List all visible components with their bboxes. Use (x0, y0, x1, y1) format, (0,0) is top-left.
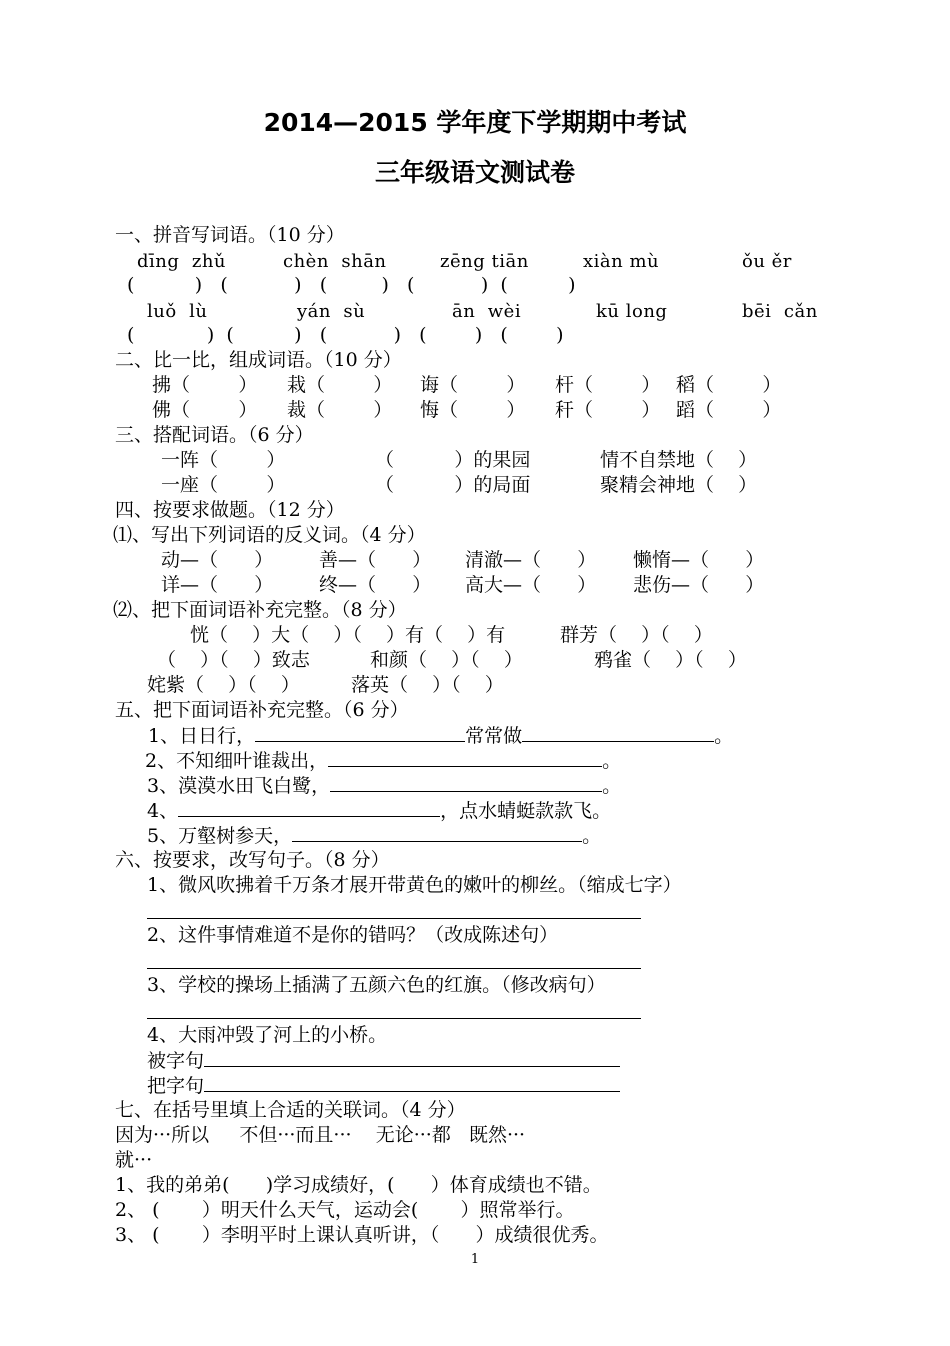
rewrite-3-prompt: 3、学校的操场上插满了五颜六色的红旗。（修改病句） (147, 974, 606, 996)
pinyin-1-1: dīng zhǔ (137, 251, 227, 272)
poem-line-5 (147, 823, 601, 849)
section2-heading: 二、比一比，组成词语。（10 分） (115, 349, 402, 371)
poem-4-prefix: 4、 (147, 800, 179, 822)
poem-1-middle: 常常做 (465, 725, 523, 747)
compare-1-5[interactable]: 稻（ ） (676, 374, 782, 396)
compare-1-4[interactable]: 杆（ ） (555, 374, 661, 396)
match-1-2[interactable]: （ ）的果园 (375, 449, 531, 471)
poem-line-4 (147, 798, 611, 824)
pinyin-2-1: luǒ lù (147, 301, 208, 322)
poem-3-end: 。 (602, 775, 622, 797)
page-number: 1 (470, 1252, 480, 1267)
bei-answer-line[interactable] (204, 1048, 620, 1067)
match-1-3[interactable]: 情不自禁地（ ） (600, 449, 758, 471)
idiom-1a[interactable]: 恍（ ）大（ ）（ ）有（ ）有 (190, 624, 506, 646)
pinyin-2-2: yán sù (297, 301, 366, 322)
poem-1-prefix: 1、日日行， (148, 725, 256, 747)
poem-5-end: 。 (582, 825, 602, 847)
pinyin-answer-row1[interactable]: ( ) ( ) ( ) ( ) ( ) (127, 274, 576, 296)
rewrite-1-prompt: 1、微风吹拂着千万条才展开带黄色的嫩叶的柳丝。（缩成七字） (147, 874, 682, 896)
rewrite-2-answer-line[interactable] (147, 968, 641, 969)
antonym-1-3[interactable]: 清澈—（ ） (465, 549, 597, 571)
poem-2-prefix: 2、不知细叶谁裁出， (145, 750, 329, 772)
rewrite-4-prompt: 4、大雨冲毁了河上的小桥。 (147, 1024, 388, 1046)
poem-4-blank[interactable] (178, 798, 440, 817)
poem-1-end: 。 (714, 725, 734, 747)
antonym-2-4[interactable]: 悲伤—（ ） (633, 574, 765, 596)
conjunction-item-1[interactable]: 1、我的弟弟( )学习成绩好，( ）体育成绩也不错。 (115, 1174, 602, 1196)
poem-line-1 (148, 723, 733, 749)
pinyin-2-4: kū long (596, 301, 668, 322)
match-2-1[interactable]: 一座（ ） (161, 474, 286, 496)
rewrite-2-prompt: 2、这件事情难道不是你的错吗？（改成陈述句） (147, 924, 559, 946)
section7-heading: 七、在括号里填上合适的关联词。（4 分） (115, 1099, 466, 1121)
compare-2-5[interactable]: 蹈（ ） (676, 399, 782, 421)
conjunction-options-cont: 就··· (115, 1149, 153, 1171)
poem-3-prefix: 3、漠漠水田飞白鹭， (147, 775, 331, 797)
ba-sentence (147, 1073, 620, 1099)
compare-1-2[interactable]: 栽（ ） (287, 374, 393, 396)
poem-4-end: ，点水蜻蜓款款飞。 (440, 800, 612, 822)
idiom-3a[interactable]: 姹紫（ ）（ ） (147, 674, 300, 696)
conjunction-item-2[interactable]: 2、 ( ）明天什么天气，运动会( ）照常举行。 (115, 1199, 575, 1221)
idiom-2a[interactable]: （ ）（ ）致志 (157, 649, 310, 671)
rewrite-1-answer-line[interactable] (147, 918, 641, 919)
idiom-3b[interactable]: 落英（ ）（ ） (351, 674, 504, 696)
poem-2-end: 。 (602, 750, 622, 772)
antonym-1-2[interactable]: 善—（ ） (319, 549, 432, 571)
conjunction-item-3[interactable]: 3、 ( ）李明平时上课认真听讲，（ ）成绩很优秀。 (115, 1224, 609, 1246)
idiom-2c[interactable]: 鸦雀（ ）（ ） (594, 649, 747, 671)
match-2-2[interactable]: （ ）的局面 (375, 474, 531, 496)
poem-1-blank-b[interactable] (522, 723, 714, 742)
compare-2-1[interactable]: 佛（ ） (152, 399, 258, 421)
section3-heading: 三、搭配词语。（6 分） (115, 424, 314, 446)
section5-heading: 五、把下面词语补充完整。（6 分） (115, 699, 409, 721)
exam-subtitle: 三年级语文测试卷 (374, 158, 575, 187)
antonym-2-2[interactable]: 终—（ ） (319, 574, 432, 596)
pinyin-2-3: ān wèi (452, 301, 522, 322)
conjunction-options: 因为···所以 不但···而且··· 无论···都 既然··· (115, 1124, 526, 1146)
pinyin-1-2: chèn shān (283, 251, 387, 272)
pinyin-1-3: zēng tiān (440, 251, 529, 272)
antonym-2-3[interactable]: 高大—（ ） (465, 574, 597, 596)
antonym-1-1[interactable]: 动—（ ） (161, 549, 274, 571)
poem-5-blank[interactable] (292, 823, 582, 842)
pinyin-1-5: ǒu ěr (742, 251, 792, 272)
ba-answer-line[interactable] (204, 1073, 620, 1092)
section1-heading: 一、拼音写词语。（10 分） (115, 224, 345, 246)
pinyin-2-5: bēi cǎn (742, 301, 818, 322)
exam-title: 2014—2015 学年度下学期期中考试 (263, 108, 687, 137)
section4-heading: 四、按要求做题。（12 分） (115, 499, 345, 521)
idiom-2b[interactable]: 和颜（ ）（ ） (370, 649, 523, 671)
poem-line-3 (147, 773, 621, 799)
compare-2-2[interactable]: 裁（ ） (287, 399, 393, 421)
section4-sub1-heading: ⑴、写出下列词语的反义词。（4 分） (113, 524, 426, 546)
antonym-2-1[interactable]: 详—（ ） (161, 574, 274, 596)
compare-2-4[interactable]: 秆（ ） (555, 399, 661, 421)
rewrite-3-answer-line[interactable] (147, 1018, 641, 1019)
section4-sub2-heading: ⑵、把下面词语补充完整。（8 分） (113, 599, 407, 621)
poem-1-blank-a[interactable] (255, 723, 465, 742)
idiom-1b[interactable]: 群芳（ ）（ ） (560, 624, 713, 646)
bei-sentence (147, 1048, 620, 1074)
bei-label: 被字句 (147, 1050, 205, 1072)
poem-3-blank[interactable] (330, 773, 602, 792)
poem-2-blank[interactable] (328, 748, 602, 767)
pinyin-1-4: xiàn mù (583, 251, 660, 272)
poem-5-prefix: 5、万壑树参天， (147, 825, 293, 847)
compare-1-1[interactable]: 拂（ ） (152, 374, 258, 396)
section6-heading: 六、按要求，改写句子。（8 分） (115, 849, 390, 871)
match-2-3[interactable]: 聚精会神地（ ） (600, 474, 758, 496)
match-1-1[interactable]: 一阵（ ） (161, 449, 286, 471)
compare-1-3[interactable]: 诲（ ） (420, 374, 526, 396)
poem-line-2 (145, 748, 621, 774)
ba-label: 把字句 (147, 1075, 205, 1097)
antonym-1-4[interactable]: 懒惰—（ ） (633, 549, 765, 571)
compare-2-3[interactable]: 悔（ ） (420, 399, 526, 421)
pinyin-answer-row2[interactable]: ( ) ( ) ( ) ( ) ( ) (127, 324, 564, 346)
